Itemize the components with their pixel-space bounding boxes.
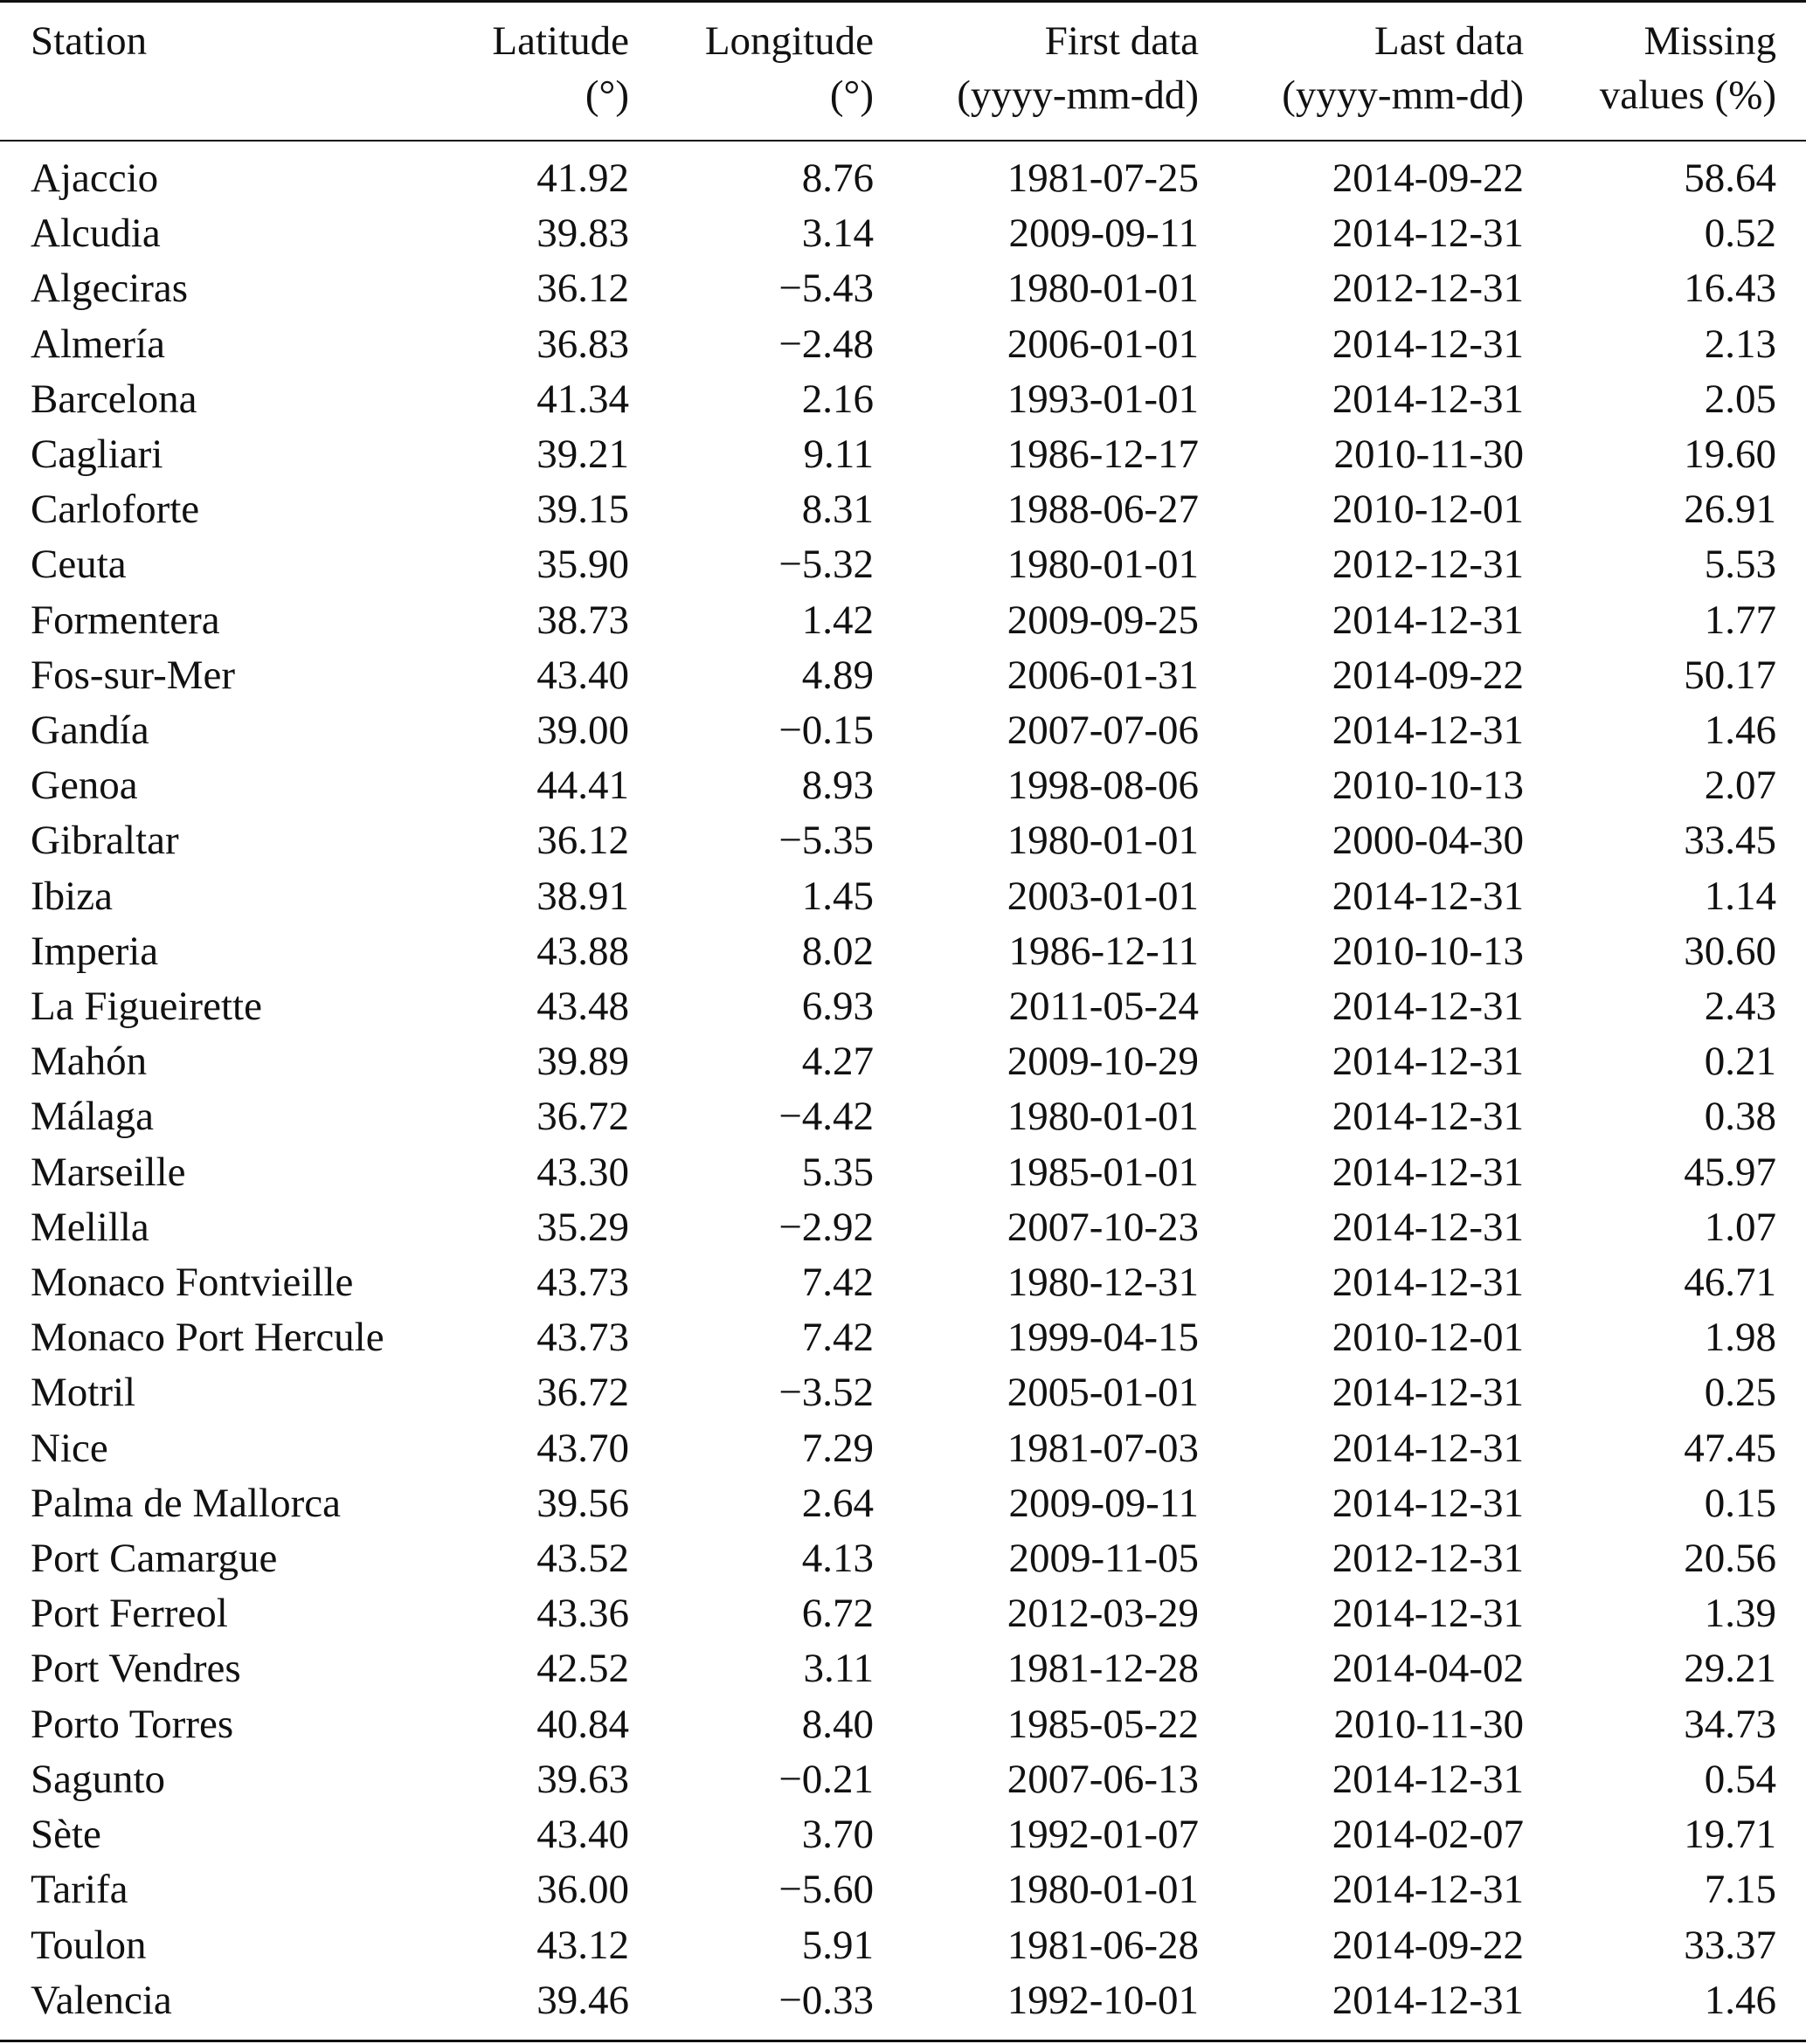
cell-latitude: 36.72 [536,1370,629,1416]
table-row [0,1476,1806,1531]
cell-station: Sète [31,1812,101,1858]
cell-last-data: 2012-12-31 [1332,266,1524,312]
cell-station: Genoa [31,763,138,809]
cell-first-data: 1980-01-01 [1007,818,1199,864]
table-row [0,261,1806,316]
table-row [0,1255,1806,1310]
cell-longitude: 2.64 [801,1480,874,1526]
cell-station: Valencia [31,1977,172,2023]
table-row [0,1807,1806,1862]
cell-latitude: 41.34 [536,376,629,422]
cell-missing-values: 2.05 [1704,376,1776,422]
cell-last-data: 2014-12-31 [1332,1149,1524,1195]
cell-last-data: 2014-12-31 [1332,1867,1524,1913]
table-row [0,317,1806,372]
cell-station: Monaco Fontvieille [31,1260,354,1306]
cell-last-data: 2014-09-22 [1332,652,1524,698]
cell-last-data: 2014-12-31 [1332,376,1524,422]
cell-last-data: 2010-11-30 [1333,432,1524,478]
cell-missing-values: 2.43 [1704,984,1776,1030]
cell-station: Ceuta [31,542,127,588]
table-row [0,1862,1806,1917]
cell-first-data: 2011-05-24 [1008,984,1199,1030]
cell-station: Gibraltar [31,818,179,864]
cell-latitude: 41.92 [536,155,629,201]
cell-station: Alcudia [31,211,161,257]
cell-latitude: 39.00 [536,708,629,754]
cell-missing-values: 0.38 [1704,1094,1776,1140]
cell-latitude: 39.63 [536,1756,629,1802]
cell-first-data: 1980-01-01 [1007,1867,1199,1913]
header-missing-values: Missing values (%) [1599,18,1776,118]
cell-station: Barcelona [31,376,197,422]
cell-station: Motril [31,1370,136,1416]
cell-station: Formentera [31,597,220,643]
cell-missing-values: 33.37 [1684,1922,1776,1968]
cell-first-data: 1998-08-06 [1007,763,1199,809]
table-row [0,869,1806,924]
cell-first-data: 2006-01-01 [1007,321,1199,367]
cell-missing-values: 0.54 [1704,1756,1776,1802]
cell-last-data: 2010-10-13 [1332,928,1524,974]
cell-station: Málaga [31,1094,154,1140]
cell-latitude: 36.00 [536,1867,629,1913]
cell-last-data: 2012-12-31 [1332,1536,1524,1582]
cell-latitude: 39.56 [536,1480,629,1526]
cell-last-data: 2010-12-01 [1332,487,1524,533]
cell-missing-values: 1.46 [1704,708,1776,754]
table-row [0,1752,1806,1807]
cell-longitude: −5.43 [778,266,874,312]
cell-station: Porto Torres [31,1701,234,1747]
cell-missing-values: 1.14 [1704,873,1776,919]
table-row [0,648,1806,703]
cell-latitude: 42.52 [536,1646,629,1692]
cell-longitude: 3.14 [801,211,874,257]
cell-first-data: 1992-01-07 [1007,1812,1199,1858]
cell-first-data: 1999-04-15 [1007,1315,1199,1361]
cell-first-data: 1981-12-28 [1007,1646,1199,1692]
cell-missing-values: 50.17 [1684,652,1776,698]
cell-missing-values: 1.07 [1704,1204,1776,1250]
cell-station: Marseille [31,1149,186,1195]
cell-station: Gandía [31,708,149,754]
cell-longitude: −0.21 [778,1756,874,1802]
cell-missing-values: 29.21 [1684,1646,1776,1692]
cell-last-data: 2014-09-22 [1332,1922,1524,1968]
cell-missing-values: 5.53 [1704,542,1776,588]
table-row [0,1586,1806,1641]
cell-latitude: 38.73 [536,597,629,643]
cell-first-data: 1980-12-31 [1007,1260,1199,1306]
cell-missing-values: 26.91 [1684,487,1776,533]
header-last-data: Last data (yyyy-mm-dd) [1282,18,1524,118]
cell-station: Palma de Mallorca [31,1480,341,1526]
cell-longitude: 1.42 [801,597,874,643]
cell-missing-values: 1.39 [1704,1591,1776,1637]
cell-station: Melilla [31,1204,149,1250]
cell-station: Ajaccio [31,155,159,201]
cell-first-data: 2007-06-13 [1007,1756,1199,1802]
cell-latitude: 43.12 [536,1922,629,1968]
cell-latitude: 36.12 [536,266,629,312]
header-longitude: Longitude (°) [704,18,874,118]
header-latitude: Latitude (°) [492,18,629,118]
cell-longitude: −2.92 [778,1204,874,1250]
cell-longitude: −5.60 [778,1867,874,1913]
cell-station: Mahón [31,1039,148,1085]
cell-missing-values: 2.07 [1704,763,1776,809]
cell-station: Toulon [31,1922,147,1968]
body-spacer [0,140,1806,151]
cell-longitude: 7.29 [801,1425,874,1471]
cell-first-data: 2009-11-05 [1008,1536,1199,1582]
cell-latitude: 39.21 [536,432,629,478]
cell-latitude: 43.73 [536,1315,629,1361]
cell-longitude: −5.35 [778,818,874,864]
table-row [0,593,1806,648]
table-row [0,1973,1806,2028]
cell-longitude: 4.27 [801,1039,874,1085]
cell-longitude: 9.11 [803,432,874,478]
table-row [0,1200,1806,1255]
cell-last-data: 2010-10-13 [1332,763,1524,809]
cell-last-data: 2014-12-31 [1332,1425,1524,1471]
table-row [0,924,1806,979]
cell-station: Ibiza [31,873,113,919]
table-row [0,427,1806,482]
cell-last-data: 2010-12-01 [1332,1315,1524,1361]
table-row [0,1421,1806,1476]
cell-longitude: −0.33 [778,1977,874,2023]
cell-longitude: 7.42 [801,1260,874,1306]
cell-last-data: 2014-12-31 [1332,1977,1524,2023]
cell-latitude: 36.83 [536,321,629,367]
table-row [0,703,1806,758]
cell-missing-values: 7.15 [1704,1867,1776,1913]
header-station: Station [31,18,148,64]
cell-first-data: 2009-09-11 [1008,211,1199,257]
cell-missing-values: 0.21 [1704,1039,1776,1085]
cell-first-data: 1980-01-01 [1007,542,1199,588]
cell-latitude: 40.84 [536,1701,629,1747]
stations-table [0,3,1806,2028]
table-body [0,140,1806,2028]
cell-station: Sagunto [31,1756,166,1802]
cell-longitude: 6.72 [801,1591,874,1637]
cell-missing-values: 2.13 [1704,321,1776,367]
cell-station: Almería [31,321,165,367]
cell-missing-values: 33.45 [1684,818,1776,864]
cell-longitude: 4.13 [801,1536,874,1582]
cell-station: La Figueirette [31,984,262,1030]
cell-latitude: 43.30 [536,1149,629,1195]
cell-latitude: 44.41 [536,763,629,809]
table-row [0,206,1806,261]
cell-missing-values: 19.60 [1684,432,1776,478]
table-row [0,1531,1806,1586]
cell-last-data: 2014-12-31 [1332,708,1524,754]
cell-latitude: 43.36 [536,1591,629,1637]
cell-latitude: 39.15 [536,487,629,533]
cell-missing-values: 16.43 [1684,266,1776,312]
cell-first-data: 1986-12-11 [1008,928,1199,974]
cell-last-data: 2014-12-31 [1332,1591,1524,1637]
table-row [0,1641,1806,1696]
cell-latitude: 39.46 [536,1977,629,2023]
cell-first-data: 2006-01-31 [1007,652,1199,698]
cell-latitude: 43.40 [536,652,629,698]
cell-missing-values: 1.98 [1704,1315,1776,1361]
cell-latitude: 38.91 [536,873,629,919]
cell-last-data: 2014-12-31 [1332,1260,1524,1306]
cell-first-data: 1981-07-25 [1007,155,1199,201]
cell-latitude: 35.29 [536,1204,629,1250]
cell-first-data: 2009-09-25 [1007,597,1199,643]
cell-last-data: 2014-12-31 [1332,1370,1524,1416]
cell-station: Algeciras [31,266,189,312]
cell-last-data: 2014-12-31 [1332,1204,1524,1250]
cell-first-data: 1985-01-01 [1007,1149,1199,1195]
cell-longitude: 8.02 [801,928,874,974]
cell-missing-values: 1.46 [1704,1977,1776,2023]
cell-last-data: 2014-12-31 [1332,211,1524,257]
cell-first-data: 1980-01-01 [1007,266,1199,312]
cell-last-data: 2014-12-31 [1332,1756,1524,1802]
cell-latitude: 35.90 [536,542,629,588]
cell-station: Monaco Port Hercule [31,1315,384,1361]
cell-first-data: 2012-03-29 [1007,1591,1199,1637]
cell-missing-values: 20.56 [1684,1536,1776,1582]
cell-station: Cagliari [31,432,163,478]
cell-last-data: 2012-12-31 [1332,542,1524,588]
cell-longitude: 8.93 [801,763,874,809]
cell-first-data: 1993-01-01 [1007,376,1199,422]
cell-last-data: 2014-12-31 [1332,984,1524,1030]
cell-missing-values: 0.25 [1704,1370,1776,1416]
cell-station: Nice [31,1425,108,1471]
cell-last-data: 2014-12-31 [1332,321,1524,367]
cell-first-data: 2003-01-01 [1007,873,1199,919]
cell-first-data: 2007-10-23 [1007,1204,1199,1250]
cell-first-data: 2007-07-06 [1007,708,1199,754]
cell-station: Imperia [31,928,159,974]
table-row [0,813,1806,868]
cell-longitude: 1.45 [801,873,874,919]
table-row [0,372,1806,427]
cell-first-data: 2005-01-01 [1007,1370,1199,1416]
bottom-rule [0,2040,1806,2042]
cell-longitude: 5.35 [801,1149,874,1195]
cell-longitude: 8.76 [801,155,874,201]
cell-longitude: 7.42 [801,1315,874,1361]
cell-longitude: 2.16 [801,376,874,422]
table-row [0,979,1806,1034]
cell-missing-values: 0.52 [1704,211,1776,257]
cell-last-data: 2014-12-31 [1332,1039,1524,1085]
table-row [0,1145,1806,1200]
cell-missing-values: 58.64 [1684,155,1776,201]
cell-latitude: 39.83 [536,211,629,257]
cell-longitude: −5.32 [778,542,874,588]
cell-first-data: 1988-06-27 [1007,487,1199,533]
cell-last-data: 2000-04-30 [1332,818,1524,864]
cell-first-data: 1985-05-22 [1007,1701,1199,1747]
cell-longitude: −2.48 [778,321,874,367]
cell-missing-values: 34.73 [1684,1701,1776,1747]
cell-station: Port Vendres [31,1646,241,1692]
cell-latitude: 36.72 [536,1094,629,1140]
cell-last-data: 2014-12-31 [1332,1480,1524,1526]
cell-last-data: 2010-11-30 [1333,1701,1524,1747]
cell-longitude: −3.52 [778,1370,874,1416]
cell-last-data: 2014-12-31 [1332,1094,1524,1140]
table-row [0,1034,1806,1089]
header-first-data: First data (yyyy-mm-dd) [957,18,1199,118]
header-row [0,3,1806,140]
cell-latitude: 43.40 [536,1812,629,1858]
cell-missing-values: 47.45 [1684,1425,1776,1471]
cell-missing-values: 0.15 [1704,1480,1776,1526]
table-row [0,1918,1806,1973]
cell-first-data: 1981-07-03 [1007,1425,1199,1471]
cell-station: Port Ferreol [31,1591,228,1637]
cell-last-data: 2014-09-22 [1332,155,1524,201]
cell-last-data: 2014-04-02 [1332,1646,1524,1692]
cell-missing-values: 19.71 [1684,1812,1776,1858]
table-row [0,151,1806,206]
cell-longitude: 8.40 [801,1701,874,1747]
cell-longitude: 8.31 [801,487,874,533]
table-row [0,1697,1806,1752]
cell-first-data: 2009-10-29 [1007,1039,1199,1085]
cell-longitude: −4.42 [778,1094,874,1140]
cell-station: Tarifa [31,1867,128,1913]
cell-first-data: 1992-10-01 [1007,1977,1199,2023]
cell-latitude: 36.12 [536,818,629,864]
table-row [0,758,1806,813]
table-row [0,537,1806,592]
cell-missing-values: 1.77 [1704,597,1776,643]
cell-station: Fos-sur-Mer [31,652,236,698]
cell-longitude: 5.91 [801,1922,874,1968]
cell-missing-values: 45.97 [1684,1149,1776,1195]
cell-longitude: −0.15 [778,708,874,754]
cell-longitude: 4.89 [801,652,874,698]
cell-first-data: 1986-12-17 [1007,432,1199,478]
cell-latitude: 43.73 [536,1260,629,1306]
table-row [0,482,1806,537]
cell-longitude: 6.93 [801,984,874,1030]
cell-first-data: 1980-01-01 [1007,1094,1199,1140]
cell-longitude: 3.11 [803,1646,874,1692]
cell-latitude: 43.70 [536,1425,629,1471]
cell-first-data: 1981-06-28 [1007,1922,1199,1968]
cell-latitude: 43.52 [536,1536,629,1582]
cell-longitude: 3.70 [801,1812,874,1858]
cell-latitude: 39.89 [536,1039,629,1085]
table-row [0,1365,1806,1420]
cell-last-data: 2014-12-31 [1332,597,1524,643]
table-row [0,1310,1806,1365]
cell-last-data: 2014-12-31 [1332,873,1524,919]
cell-last-data: 2014-02-07 [1332,1812,1524,1858]
cell-latitude: 43.48 [536,984,629,1030]
cell-station: Port Camargue [31,1536,278,1582]
cell-station: Carloforte [31,487,200,533]
cell-latitude: 43.88 [536,928,629,974]
cell-missing-values: 46.71 [1684,1260,1776,1306]
cell-first-data: 2009-09-11 [1008,1480,1199,1526]
cell-missing-values: 30.60 [1684,928,1776,974]
table-row [0,1089,1806,1144]
